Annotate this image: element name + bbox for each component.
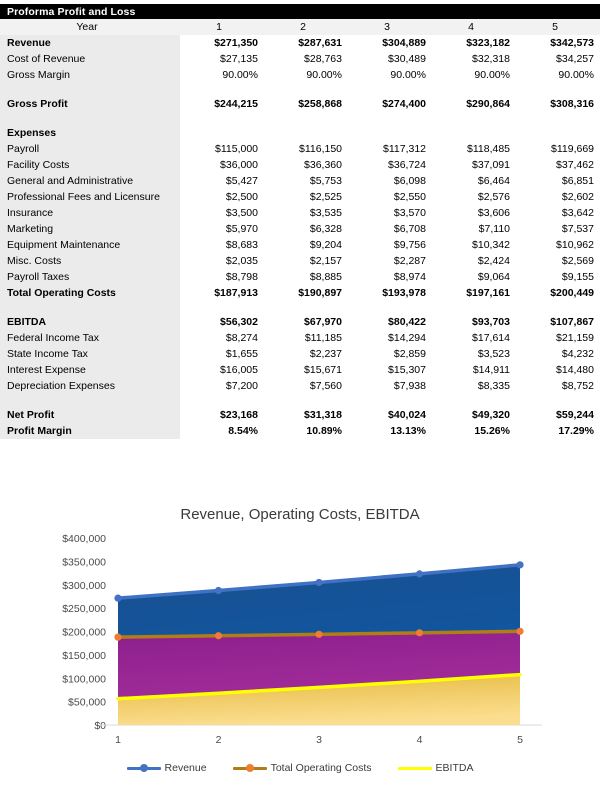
cell-value xyxy=(180,301,264,314)
table-row xyxy=(0,221,600,237)
x-axis-tick-label: 5 xyxy=(517,734,523,746)
row-label: Marketing xyxy=(0,221,180,237)
data-point-marker xyxy=(416,629,423,636)
row-label xyxy=(0,112,180,125)
cell-value: $117,312 xyxy=(348,141,432,157)
area-chart xyxy=(0,530,600,755)
cell-value: $107,867 xyxy=(516,314,600,330)
table-row xyxy=(0,253,600,269)
table-row xyxy=(0,173,600,189)
legend-label: Revenue xyxy=(164,762,207,774)
row-label: Federal Income Tax xyxy=(0,330,180,346)
cell-value: $14,480 xyxy=(516,362,600,378)
cell-value: $287,631 xyxy=(264,35,348,51)
legend-label: EBITDA xyxy=(435,762,474,774)
cell-value: $2,576 xyxy=(432,189,516,205)
cell-value: 10.89% xyxy=(264,423,348,439)
row-label: Total Operating Costs xyxy=(0,285,180,301)
cell-value xyxy=(264,301,348,314)
cell-value: $5,753 xyxy=(264,173,348,189)
cell-value: $14,911 xyxy=(432,362,516,378)
cell-value: $2,525 xyxy=(264,189,348,205)
cell-value: $30,489 xyxy=(348,51,432,67)
cell-value: $271,350 xyxy=(180,35,264,51)
table-spacer-row xyxy=(0,83,600,96)
cell-value: $34,257 xyxy=(516,51,600,67)
data-point-marker xyxy=(215,632,222,639)
legend-label: Total Operating Costs xyxy=(270,762,372,774)
cell-value xyxy=(180,125,264,141)
cell-value: $3,523 xyxy=(432,346,516,362)
cell-value: $6,708 xyxy=(348,221,432,237)
row-label: Cost of Revenue xyxy=(0,51,180,67)
cell-value xyxy=(516,112,600,125)
row-label: Facility Costs xyxy=(0,157,180,173)
cell-value: $190,897 xyxy=(264,285,348,301)
row-label: Misc. Costs xyxy=(0,253,180,269)
row-label: State Income Tax xyxy=(0,346,180,362)
cell-value: $2,237 xyxy=(264,346,348,362)
cell-value: $304,889 xyxy=(348,35,432,51)
chart-title: Revenue, Operating Costs, EBITDA xyxy=(180,506,420,523)
cell-value: $7,200 xyxy=(180,378,264,394)
cell-value: $323,182 xyxy=(432,35,516,51)
data-point-marker xyxy=(215,587,222,594)
cell-value: 15.26% xyxy=(432,423,516,439)
cell-value: $93,703 xyxy=(432,314,516,330)
column-header-year: 2 xyxy=(264,19,348,35)
cell-value: 90.00% xyxy=(516,67,600,83)
table-row xyxy=(0,51,600,67)
cell-value xyxy=(432,112,516,125)
cell-value xyxy=(348,83,432,96)
cell-value: $9,064 xyxy=(432,269,516,285)
table-spacer-row xyxy=(0,112,600,125)
cell-value: $8,683 xyxy=(180,237,264,253)
cell-value: $2,500 xyxy=(180,189,264,205)
table-body xyxy=(0,35,600,439)
table-row xyxy=(0,285,600,301)
y-axis-tick-label: $0 xyxy=(94,720,106,732)
cell-value xyxy=(180,112,264,125)
legend-swatch-icon xyxy=(233,762,267,774)
cell-value: $187,913 xyxy=(180,285,264,301)
cell-value: $118,485 xyxy=(432,141,516,157)
cell-value: $4,232 xyxy=(516,346,600,362)
y-axis-tick-label: $50,000 xyxy=(68,696,106,709)
y-axis-tick-label: $400,000 xyxy=(62,533,106,545)
cell-value: $6,464 xyxy=(432,173,516,189)
cell-value: $8,335 xyxy=(432,378,516,394)
y-axis-tick-label: $150,000 xyxy=(62,649,106,662)
cell-value: $2,424 xyxy=(432,253,516,269)
table-row xyxy=(0,269,600,285)
table-row xyxy=(0,378,600,394)
table-row xyxy=(0,330,600,346)
row-label: Depreciation Expenses xyxy=(0,378,180,394)
cell-value xyxy=(432,125,516,141)
cell-value: $244,215 xyxy=(180,96,264,112)
chart-panel xyxy=(0,500,600,792)
row-label: Gross Profit xyxy=(0,96,180,112)
cell-value: 90.00% xyxy=(432,67,516,83)
row-label xyxy=(0,83,180,96)
cell-value: $8,885 xyxy=(264,269,348,285)
cell-value: $2,859 xyxy=(348,346,432,362)
table-row xyxy=(0,157,600,173)
data-point-marker xyxy=(516,628,523,635)
cell-value xyxy=(432,83,516,96)
cell-value: $9,155 xyxy=(516,269,600,285)
row-label: Interest Expense xyxy=(0,362,180,378)
legend-item[interactable] xyxy=(233,762,372,774)
cell-value xyxy=(348,301,432,314)
table-row xyxy=(0,362,600,378)
cell-value xyxy=(516,394,600,407)
cell-value: $36,000 xyxy=(180,157,264,173)
row-label: Expenses xyxy=(0,125,180,141)
cell-value: $2,550 xyxy=(348,189,432,205)
cell-value: $16,005 xyxy=(180,362,264,378)
cell-value: $2,287 xyxy=(348,253,432,269)
cell-value: $10,962 xyxy=(516,237,600,253)
table-row xyxy=(0,314,600,330)
legend-item[interactable] xyxy=(398,762,474,774)
cell-value: $308,316 xyxy=(516,96,600,112)
cell-value: $2,569 xyxy=(516,253,600,269)
legend-swatch-icon xyxy=(127,762,161,774)
cell-value: $80,422 xyxy=(348,314,432,330)
table-row xyxy=(0,125,600,141)
column-header-year: 3 xyxy=(348,19,432,35)
cell-value: $2,157 xyxy=(264,253,348,269)
cell-value: $8,752 xyxy=(516,378,600,394)
cell-value: 8.54% xyxy=(180,423,264,439)
cell-value xyxy=(180,83,264,96)
cell-value: $200,449 xyxy=(516,285,600,301)
cell-value xyxy=(180,394,264,407)
cell-value xyxy=(264,112,348,125)
table-row xyxy=(0,407,600,423)
cell-value: $342,573 xyxy=(516,35,600,51)
x-axis-tick-label: 1 xyxy=(115,734,121,746)
row-label: EBITDA xyxy=(0,314,180,330)
data-point-marker xyxy=(114,634,121,641)
x-axis-tick-label: 4 xyxy=(416,734,423,746)
cell-value: $3,642 xyxy=(516,205,600,221)
row-label xyxy=(0,301,180,314)
cell-value: $6,098 xyxy=(348,173,432,189)
cell-value: $3,570 xyxy=(348,205,432,221)
year-header: Year xyxy=(0,19,180,35)
cell-value: $40,024 xyxy=(348,407,432,423)
cell-value: $7,537 xyxy=(516,221,600,237)
chart-legend xyxy=(0,762,600,774)
y-axis-tick-label: $100,000 xyxy=(62,673,106,686)
cell-value: $56,302 xyxy=(180,314,264,330)
cell-value: $14,294 xyxy=(348,330,432,346)
row-label: Gross Margin xyxy=(0,67,180,83)
cell-value: $36,724 xyxy=(348,157,432,173)
cell-value: 17.29% xyxy=(516,423,600,439)
cell-value: $7,560 xyxy=(264,378,348,394)
table-row xyxy=(0,237,600,253)
cell-value: $37,091 xyxy=(432,157,516,173)
cell-value: $23,168 xyxy=(180,407,264,423)
table-row xyxy=(0,141,600,157)
column-header-year: 1 xyxy=(180,19,264,35)
cell-value xyxy=(516,83,600,96)
column-header-year: 4 xyxy=(432,19,516,35)
cell-value xyxy=(348,112,432,125)
row-label: Payroll xyxy=(0,141,180,157)
cell-value: $49,320 xyxy=(432,407,516,423)
cell-value: $59,244 xyxy=(516,407,600,423)
cell-value xyxy=(264,394,348,407)
cell-value: $31,318 xyxy=(264,407,348,423)
cell-value: 90.00% xyxy=(180,67,264,83)
table-row xyxy=(0,67,600,83)
cell-value: 90.00% xyxy=(348,67,432,83)
cell-value: 90.00% xyxy=(264,67,348,83)
profit-and-loss-table xyxy=(0,19,600,439)
cell-value: $15,671 xyxy=(264,362,348,378)
cell-value xyxy=(264,125,348,141)
cell-value: $21,159 xyxy=(516,330,600,346)
row-label xyxy=(0,394,180,407)
legend-swatch-icon xyxy=(398,762,432,774)
cell-value: $37,462 xyxy=(516,157,600,173)
page-title: Proforma Profit and Loss xyxy=(7,5,136,18)
cell-value: $1,655 xyxy=(180,346,264,362)
data-point-marker xyxy=(315,631,322,638)
cell-value: $2,602 xyxy=(516,189,600,205)
cell-value: $8,798 xyxy=(180,269,264,285)
cell-value xyxy=(432,301,516,314)
cell-value: $7,938 xyxy=(348,378,432,394)
cell-value: $6,851 xyxy=(516,173,600,189)
cell-value: $9,756 xyxy=(348,237,432,253)
cell-value xyxy=(516,301,600,314)
cell-value: $274,400 xyxy=(348,96,432,112)
cell-value: $8,274 xyxy=(180,330,264,346)
x-axis-tick-label: 2 xyxy=(215,734,222,746)
cell-value: $17,614 xyxy=(432,330,516,346)
cell-value: $5,970 xyxy=(180,221,264,237)
row-label: Insurance xyxy=(0,205,180,221)
column-header-year: 5 xyxy=(516,19,600,35)
row-label: Professional Fees and Licensure xyxy=(0,189,180,205)
cell-value: $258,868 xyxy=(264,96,348,112)
table-spacer-row xyxy=(0,301,600,314)
table-row xyxy=(0,35,600,51)
cell-value: $11,185 xyxy=(264,330,348,346)
cell-value: $197,161 xyxy=(432,285,516,301)
table-spacer-row xyxy=(0,394,600,407)
row-label: General and Administrative xyxy=(0,173,180,189)
data-point-marker xyxy=(516,561,523,568)
table-row xyxy=(0,346,600,362)
y-axis-tick-label: $350,000 xyxy=(62,556,106,569)
cell-value: $5,427 xyxy=(180,173,264,189)
row-label: Equipment Maintenance xyxy=(0,237,180,253)
row-label: Payroll Taxes xyxy=(0,269,180,285)
table-header-row xyxy=(0,19,600,35)
cell-value: 13.13% xyxy=(348,423,432,439)
y-axis-tick-label: $250,000 xyxy=(62,603,106,616)
y-axis-tick-label: $300,000 xyxy=(62,579,106,592)
data-point-marker xyxy=(416,570,423,577)
cell-value xyxy=(264,83,348,96)
cell-value: $9,204 xyxy=(264,237,348,253)
table-row xyxy=(0,96,600,112)
cell-value: $27,135 xyxy=(180,51,264,67)
cell-value: $8,974 xyxy=(348,269,432,285)
cell-value: $116,150 xyxy=(264,141,348,157)
cell-value xyxy=(348,394,432,407)
data-point-marker xyxy=(315,579,322,586)
table-row xyxy=(0,205,600,221)
cell-value: $193,978 xyxy=(348,285,432,301)
cell-value: $28,763 xyxy=(264,51,348,67)
cell-value: $67,970 xyxy=(264,314,348,330)
table-row xyxy=(0,423,600,439)
cell-value xyxy=(516,125,600,141)
row-label: Profit Margin xyxy=(0,423,180,439)
cell-value: $3,535 xyxy=(264,205,348,221)
cell-value: $3,606 xyxy=(432,205,516,221)
cell-value: $36,360 xyxy=(264,157,348,173)
y-axis-tick-label: $200,000 xyxy=(62,626,106,639)
cell-value: $6,328 xyxy=(264,221,348,237)
cell-value: $3,500 xyxy=(180,205,264,221)
cell-value: $290,864 xyxy=(432,96,516,112)
cell-value: $15,307 xyxy=(348,362,432,378)
legend-item[interactable] xyxy=(127,762,207,774)
cell-value xyxy=(432,394,516,407)
cell-value: $2,035 xyxy=(180,253,264,269)
data-point-marker xyxy=(114,595,121,602)
document-title-bar xyxy=(0,4,600,19)
row-label: Net Profit xyxy=(0,407,180,423)
cell-value: $32,318 xyxy=(432,51,516,67)
cell-value: $119,669 xyxy=(516,141,600,157)
cell-value: $115,000 xyxy=(180,141,264,157)
x-axis-tick-label: 3 xyxy=(316,734,322,746)
cell-value: $7,110 xyxy=(432,221,516,237)
cell-value: $10,342 xyxy=(432,237,516,253)
table-row xyxy=(0,189,600,205)
cell-value xyxy=(348,125,432,141)
row-label: Revenue xyxy=(0,35,180,51)
